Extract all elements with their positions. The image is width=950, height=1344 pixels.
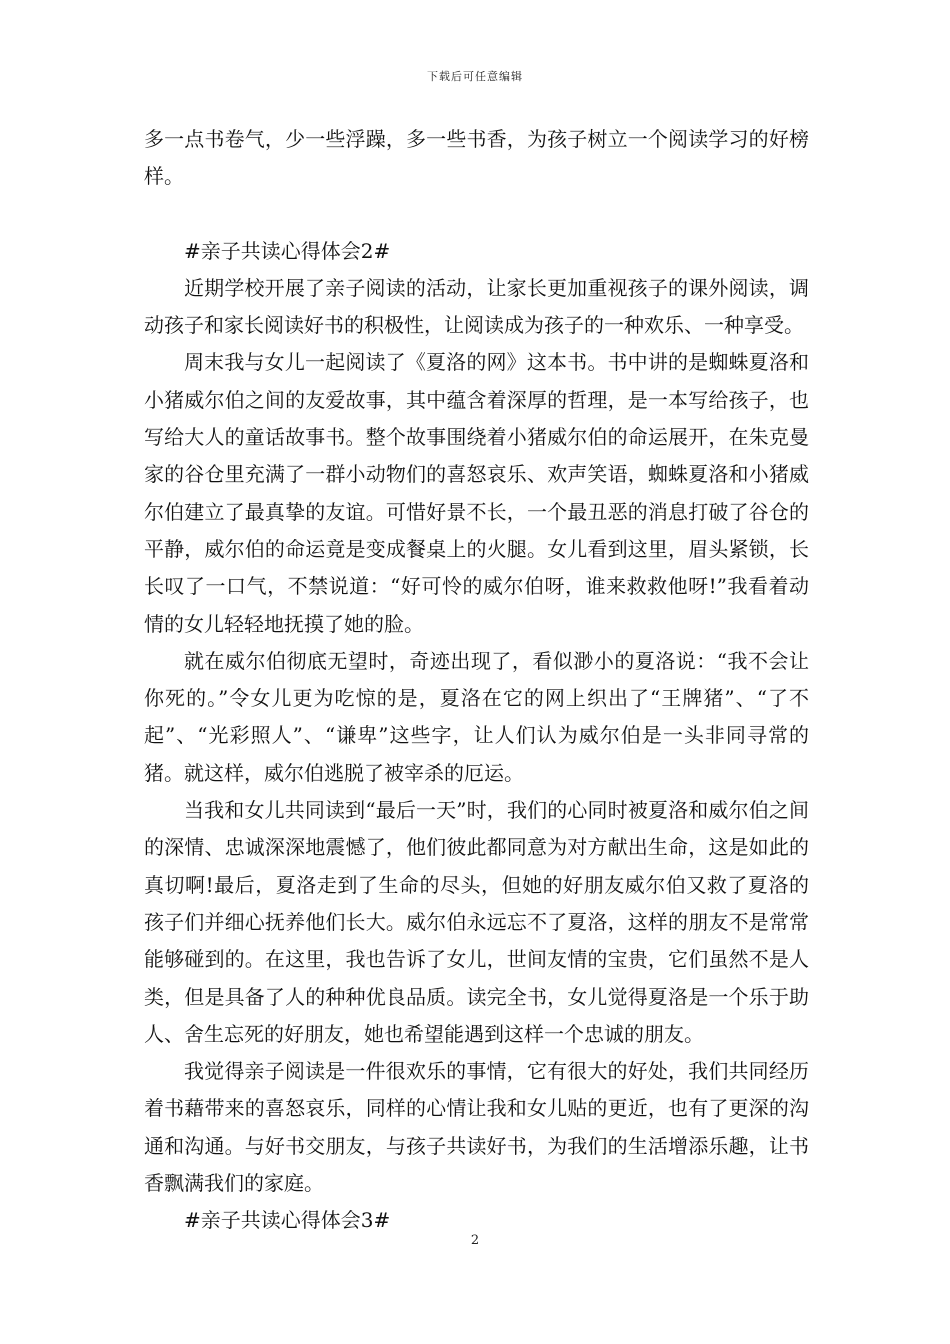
paragraph: 近期学校开展了亲子阅读的活动，让家长更加重视孩子的课外阅读，调动孩子和家长阅读好书的积极性，让阅读成为孩子的一种欢乐、一种享受。 [144,275,809,338]
page-header: 下载后可任意编辑 [427,70,523,83]
paragraph: 我觉得亲子阅读是一件很欢乐的事情，它有很大的好处，我们共同经历着书藉带来的喜怒哀乐，同样的心情让我和女儿贴的更近，也有了更深的沟通和沟通。与好书交朋友，与孩子共读好书，为我们的生活增添乐趣，让书香飘满我们的家庭。 [144,1059,809,1196]
section-heading-3: #亲子共读心得体会3# [184,1208,391,1233]
section-heading-2: #亲子共读心得体会2# [184,238,391,263]
paragraph: 就在威尔伯彻底无望时，奇迹出现了，看似渺小的夏洛说：“我不会让你死的。”令女儿更为吃惊的是，夏洛在它的网上织出了“王牌猪”、“了不起”、“光彩照人”、“谦卑”这些字，让人们认为威尔伯是一头非同寻常的猪。就这样，威尔伯逃脱了被宰杀的厄运。 [144,648,809,785]
paragraph: 当我和女儿共同读到“最后一天”时，我们的心同时被夏洛和威尔伯之间的深情、忠诚深深地震憾了，他们彼此都同意为对方献出生命，这是如此的真切啊!最后，夏洛走到了生命的尽头，但她的好朋友威尔伯又救了夏洛的孩子们并细心抚养他们长大。威尔伯永远忘不了夏洛，这样的朋友不是常常能够碰到的。在这里，我也告诉了女儿，世间友情的宝贵，它们虽然不是人类，但是具备了人的种种优良品质。读完全书，女儿觉得夏洛是一个乐于助人、舍生忘死的好朋友，她也希望能遇到这样一个忠诚的朋友。 [144,798,809,1046]
document-body [144,121,809,1240]
paragraph-continuation: 多一点书卷气，少一些浮躁，多一些书香，为孩子树立一个阅读学习的好榜样。 [144,127,809,189]
paragraph: 周末我与女儿一起阅读了《夏洛的网》这本书。书中讲的是蜘蛛夏洛和小猪威尔伯之间的友爱故事，其中蕴含着深厚的哲理，是一本写给孩子，也写给大人的童话故事书。整个故事围绕着小猪威尔伯的命运展开，在朱克曼家的谷仓里充满了一群小动物们的喜怒哀乐、欢声笑语，蜘蛛夏洛和小猪威尔伯建立了最真挚的友谊。可惜好景不长，一个最丑恶的消息打破了谷仓的平静，威尔伯的命运竟是变成餐桌上的火腿。女儿看到这里，眉头紧锁，长长叹了一口气，不禁说道：“好可怜的威尔伯呀，谁来救救他呀!”我看着动情的女儿轻轻地抚摸了她的脸。 [144,350,809,636]
page-number: 2 [470,1233,480,1248]
